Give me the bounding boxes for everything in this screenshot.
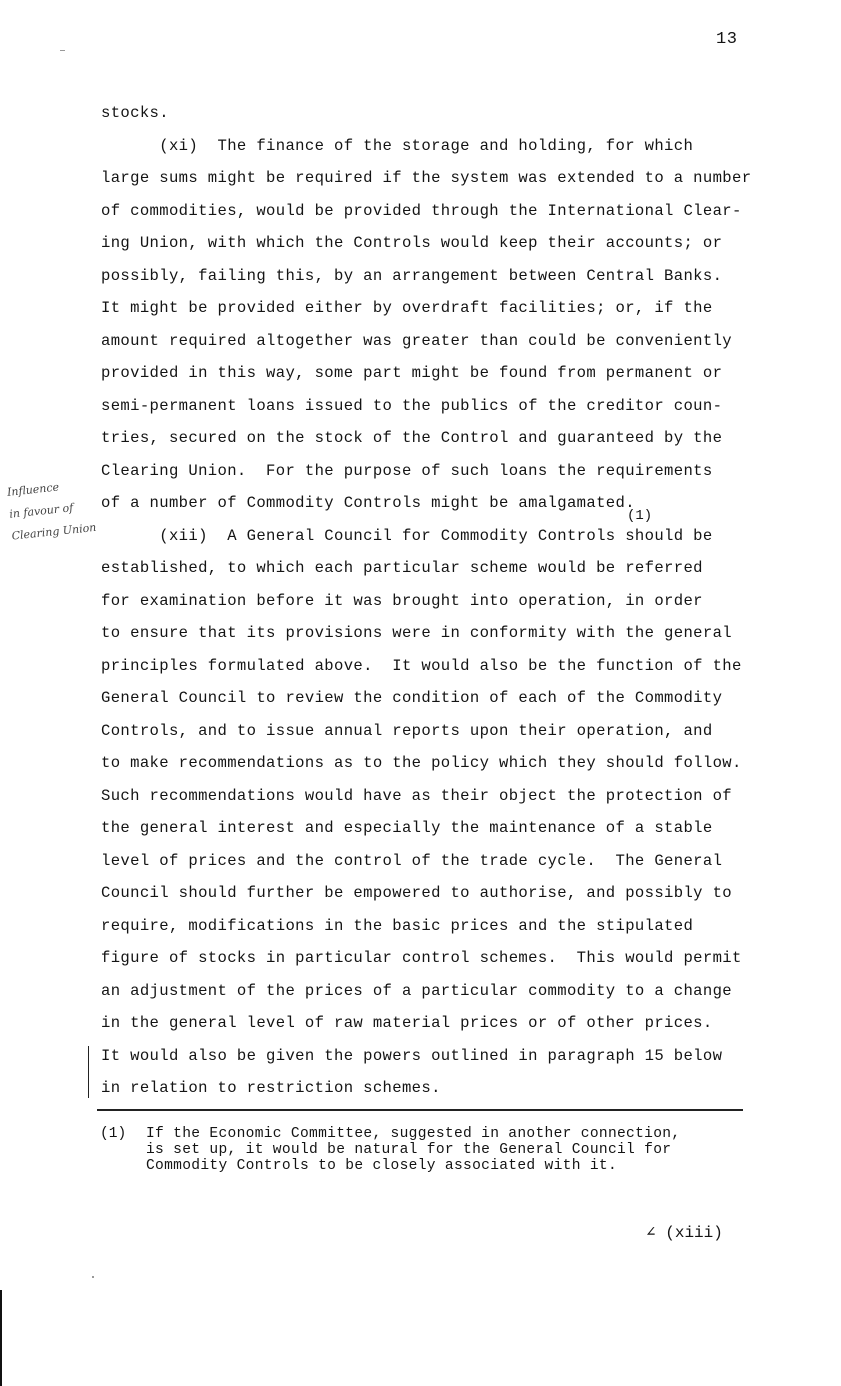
- body-line: an adjustment of the prices of a particular commodity to a change: [101, 981, 733, 1000]
- body-line: established, to which each particular scheme would be referred: [101, 559, 703, 577]
- body-line: to ensure that its provisions were in conformity with the general: [101, 624, 733, 642]
- margin-bracket: [88, 1046, 95, 1098]
- body-line: figure of stocks in particular control schemes. This would permit: [101, 949, 742, 967]
- left-edge-mark: [0, 1290, 2, 1386]
- margin-note-line: Clearing Union: [11, 520, 97, 543]
- body-line: principles formulated above. It would also be the function of the: [101, 656, 742, 675]
- speck: [92, 1276, 94, 1278]
- footnote-reference: (1): [627, 508, 653, 524]
- body-line: (xi) The finance of the storage and holding, for which: [101, 136, 694, 155]
- speck: [60, 50, 65, 51]
- body-line: in the general level of raw material prices or of other prices.: [101, 1014, 713, 1032]
- body-line: tries, secured on the stock of the Control and guaranteed by the: [101, 429, 723, 447]
- body-line: Such recommendations would have as their object the protection of: [101, 786, 733, 805]
- footnote-number: (1): [100, 1126, 127, 1142]
- body-line: possibly, failing this, by an arrangement between Central Banks.: [101, 266, 723, 285]
- body-line: provided in this way, some part might be found from permanent or: [101, 364, 723, 382]
- body-line: (xii) A General Council for Commodity Controls should be: [101, 526, 713, 545]
- body-line: semi-permanent loans issued to the publics of the creditor coun-: [101, 396, 723, 415]
- margin-annotation: [6, 473, 98, 548]
- body-line: It might be provided either by overdraft facilities; or, if the: [101, 299, 713, 317]
- body-line: General Council to review the condition of each of the Commodity: [101, 689, 723, 707]
- margin-note-line: in favour of: [8, 501, 74, 521]
- body-line: in relation to restriction schemes.: [101, 1079, 441, 1097]
- footnote-rule: [97, 1109, 743, 1111]
- body-line: large sums might be required if the system was extended to a number: [101, 169, 752, 187]
- footnote-line: Commodity Controls to be closely associated with it.: [146, 1158, 617, 1174]
- body-line: ing Union, with which the Controls would keep their accounts; or: [101, 234, 723, 252]
- margin-note-line: Influence: [6, 480, 60, 499]
- body-line: of a number of Commodity Controls might be amalgamated.: [101, 494, 635, 512]
- body-line: for examination before it was brought into operation, in order: [101, 591, 703, 610]
- body-line: the general interest and especially the maintenance of a stable: [101, 819, 713, 837]
- body-line: Clearing Union. For the purpose of such loans the requirements: [101, 461, 713, 480]
- body-line: require, modifications in the basic prices and the stipulated: [101, 916, 694, 935]
- body-line: Council should further be empowered to authorise, and possibly to: [101, 884, 733, 902]
- continuation-marker: ∠ (xiii): [646, 1224, 723, 1242]
- body-line: stocks.: [101, 104, 169, 122]
- footnote-line: is set up, it would be natural for the General Council for: [146, 1142, 672, 1158]
- footnote-line: If the Economic Committee, suggested in another connection,: [146, 1126, 681, 1142]
- body-line: It would also be given the powers outlined in paragraph 15 below: [101, 1046, 723, 1065]
- body-line: of commodities, would be provided through the International Clear-: [101, 201, 742, 220]
- body-line: to make recommendations as to the policy which they should follow.: [101, 754, 742, 772]
- body-line: Controls, and to issue annual reports upon their operation, and: [101, 721, 713, 740]
- page-number: 13: [716, 30, 738, 49]
- body-line: level of prices and the control of the trade cycle. The General: [101, 851, 723, 870]
- body-line: amount required altogether was greater than could be conveniently: [101, 331, 733, 350]
